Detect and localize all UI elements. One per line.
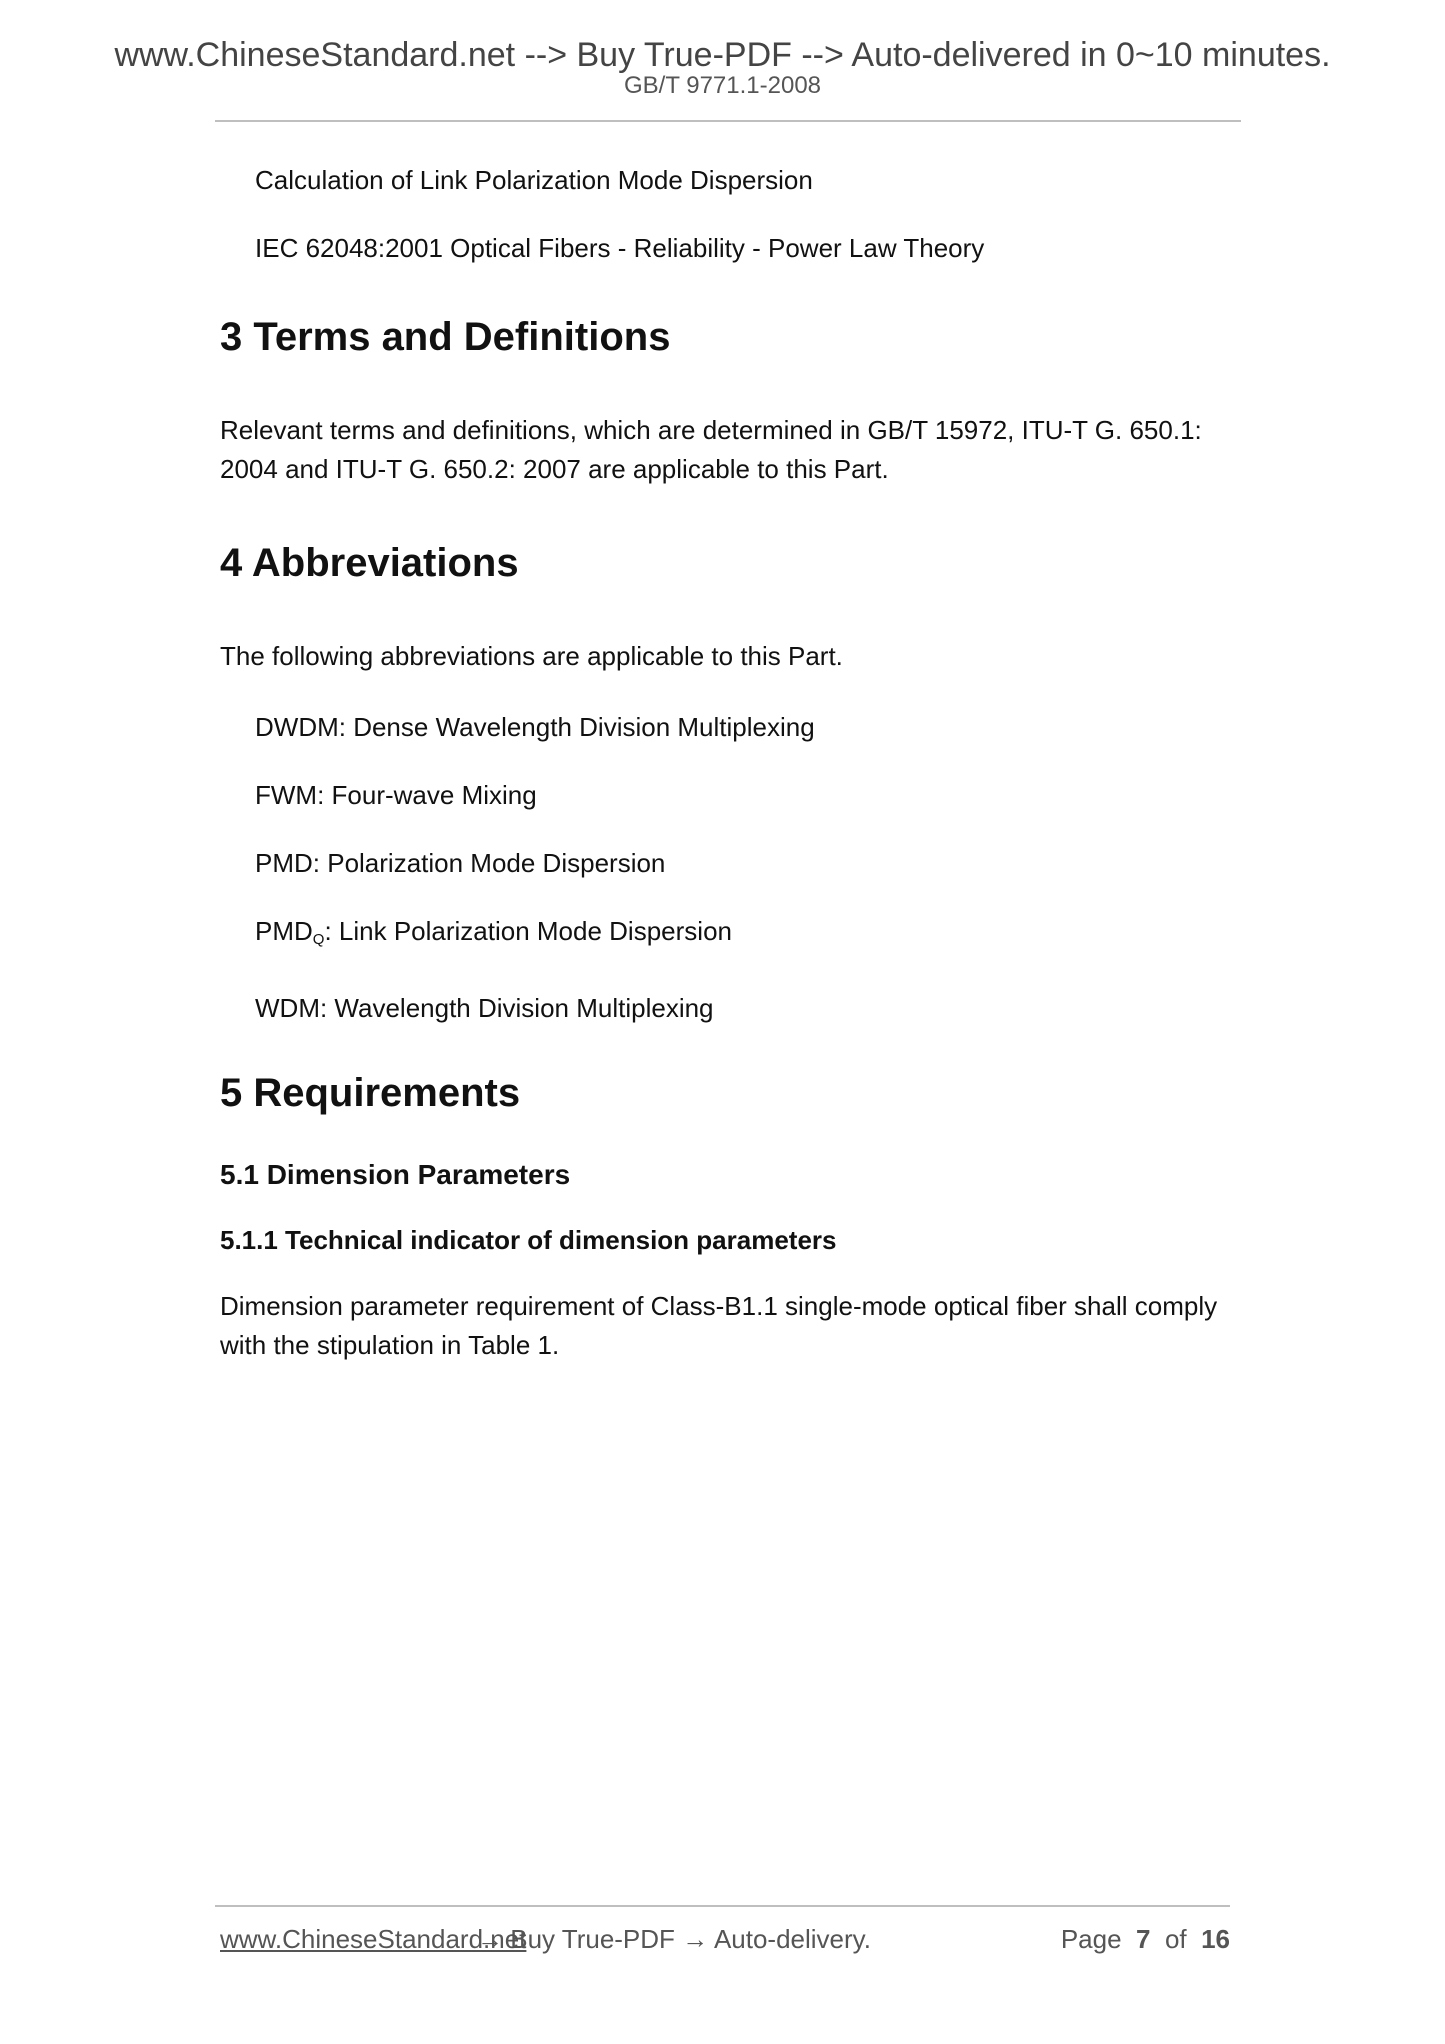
section-heading-requirements: 5 Requirements [220, 1071, 521, 1115]
page-footer [220, 1924, 1230, 1964]
abbreviations-intro: The following abbreviations are applicable to this Part. [220, 641, 843, 671]
abbreviation-item: WDM: Wavelength Division Multiplexing [255, 993, 714, 1023]
dimension-requirement-paragraph: Dimension parameter requirement of Class-B1.1 single-mode optical fiber shall comply with the stipulation in Table 1. [220, 1291, 1218, 1360]
total-pages: 16 [1201, 1924, 1230, 1954]
current-page: 7 [1136, 1924, 1151, 1954]
subsection-heading-dimension-parameters: 5.1 Dimension Parameters [220, 1159, 571, 1190]
reference-item: IEC 62048:2001 Optical Fibers - Reliability - Power Law Theory [255, 233, 985, 263]
section-heading-terms: 3 Terms and Definitions [220, 315, 671, 359]
abbreviation-item: FWM: Four-wave Mixing [255, 780, 537, 810]
header-divider [215, 120, 1241, 122]
section-heading-abbreviations: 4 Abbreviations [220, 541, 519, 585]
abbreviation-item: DWDM: Dense Wavelength Division Multiplexing [255, 712, 815, 742]
site-banner: www.ChineseStandard.net --> Buy True-PDF --> Auto-delivered in 0~10 minutes. [114, 36, 1331, 74]
page-label: Page [1060, 1924, 1122, 1954]
terms-paragraph: Relevant terms and definitions, which are determined in GB/T 15972, ITU-T G. 650.1: 2004 and ITU-T G. 650.2: 2007 are applicable to this Part. [220, 415, 1202, 484]
footer-tagline: → Buy True-PDF → Auto-delivery. [477, 1924, 871, 1954]
subsection-heading-technical-indicator: 5.1.1 Technical indicator of dimension parameters [220, 1225, 837, 1255]
abbreviation-item [255, 914, 1240, 957]
page-number [1061, 1924, 1230, 1955]
abbreviation-term: PMD [255, 916, 313, 946]
footer-site-link[interactable]: www.ChineseStandard.net [220, 1924, 527, 1954]
reference-item: Calculation of Link Polarization Mode Dispersion [255, 165, 813, 195]
page-of-label: of [1164, 1924, 1187, 1954]
abbreviation-item: PMD: Polarization Mode Dispersion [255, 848, 666, 878]
abbreviation-subscript: Q [312, 931, 325, 948]
footer-divider [215, 1905, 1230, 1907]
document-code: GB/T 9771.1-2008 [623, 72, 822, 99]
abbreviation-definition: : Link Polarization Mode Dispersion [324, 916, 732, 946]
page-content [220, 163, 1240, 1407]
